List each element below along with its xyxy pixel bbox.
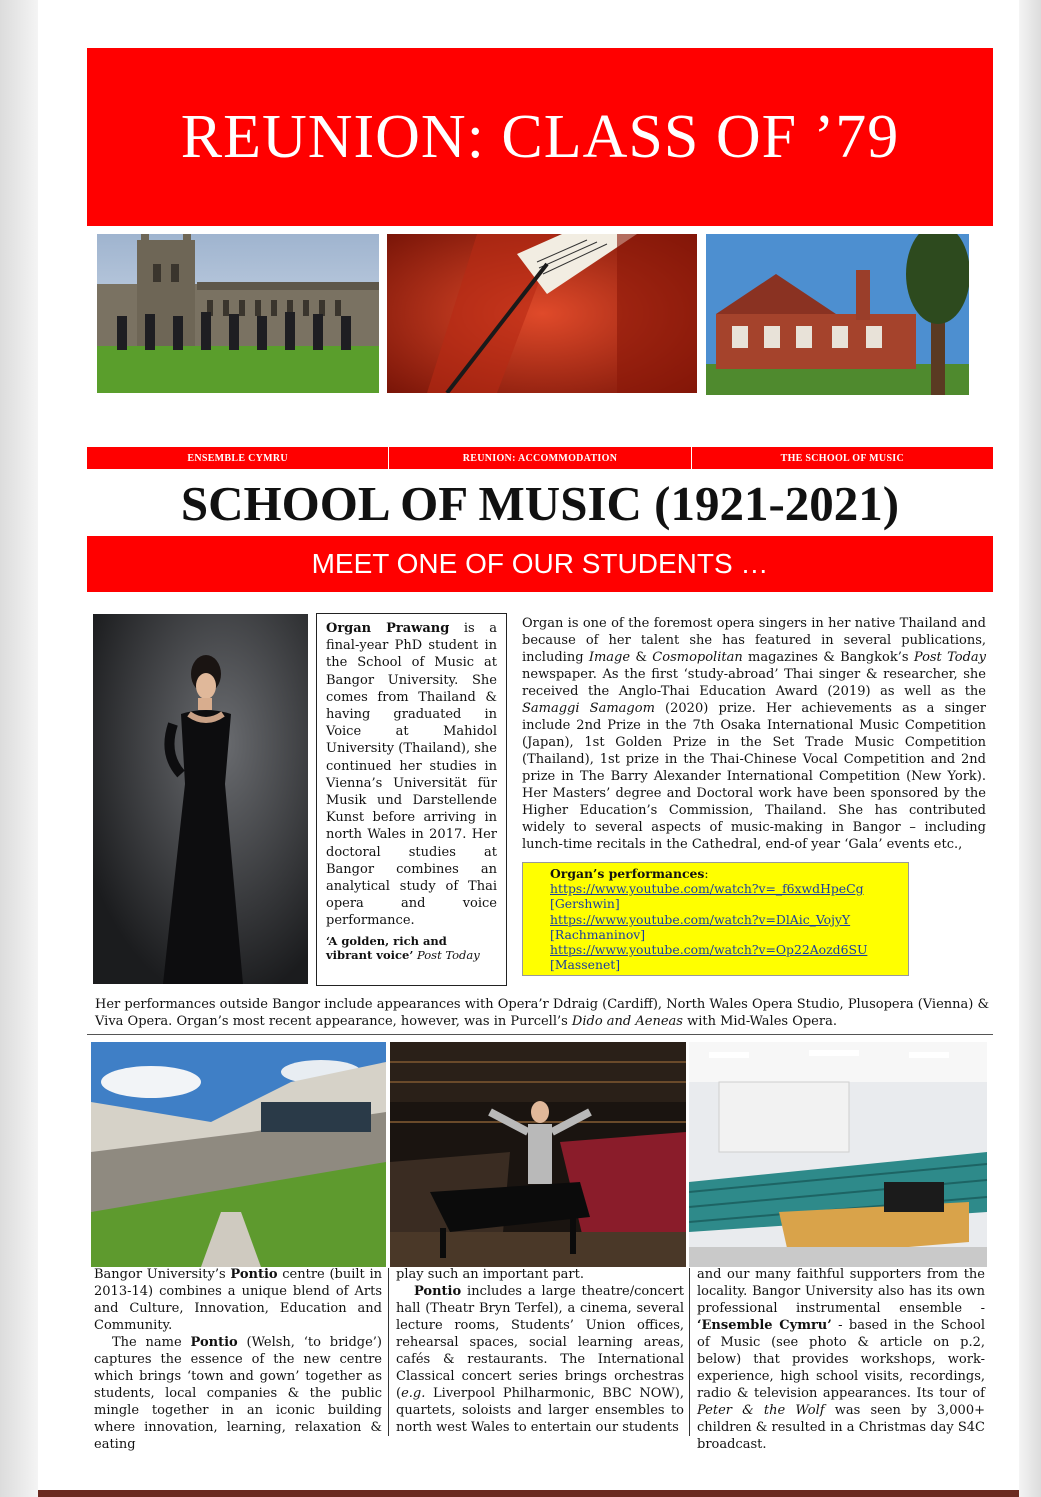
text-run: Pontio: [414, 1284, 462, 1299]
text-run: Dido and Aeneas: [571, 1014, 683, 1029]
nav-reunion-accommodation[interactable]: REUNION: ACCOMMODATION: [389, 447, 691, 469]
reunion-banner: [87, 48, 993, 226]
page-title: SCHOOL OF MUSIC (1921-2021): [180, 476, 900, 531]
student-name: Organ Prawang: [326, 621, 450, 636]
pontio-building-photo: [91, 1042, 386, 1267]
page-bottom-rule: [38, 1490, 1019, 1497]
text-run: Cosmopolitan: [652, 650, 743, 665]
performances-box: [522, 862, 909, 976]
text-run: &: [630, 650, 653, 665]
text-run: includes a large theatre/concert hall (Theatr Bryn Terfel), a cinema, several lecture rooms, Students’ Union offices, rehearsal spaces, social learning areas, cafés & restaurants. The International Classical concert series brings orchestras (: [396, 1284, 684, 1401]
section-divider: [87, 1034, 993, 1035]
performances-heading: [550, 866, 709, 881]
bio-text: is a final-year PhD student in the School of Music at Bangor University. She comes from Thailand & having graduated in Voice at Mahidol University (Thailand), she continued her studies in Vienna’s Universität für Musik und Darstellende Kunst before arriving in north Wales in 2017. Her doctoral studies at Bangor combines an analytical study of Thai opera and voice performance.: [326, 621, 497, 929]
text-run: - based in the School of Music (see photo & article on p.2, below) that provides workshops, work-experience, high school visits, recordings, radio & television appearances. Its tour of: [697, 1318, 985, 1401]
performance-label-gershwin: [Gershwin]: [550, 896, 620, 912]
text-run: (2020) prize. Her achievements as a singer include 2nd Prize in the 7th Osaka International Music Competition (Japan), 1st Golden Prize in the Set Trade Music Competition (Thailand), 1st prize in the Thai-Chinese Vocal Competition and 2nd prize in The Barry Alexander International Competition (New York). Her Masters’ degree and Doctoral work have been sponsored by the Higher Education’s Commission, Thailand. She has contributed widely to several aspects of music-making in Bangor – including lunch-time recitals in the Cathedral, end-of year ‘Gala’ events etc.,: [522, 701, 986, 852]
text-run: magazines & Bangkok’s: [742, 650, 914, 665]
text-run: ‘Ensemble Cymru’: [697, 1318, 832, 1333]
performance-link-gershwin[interactable]: https://www.youtube.com/watch?v=_f6xwdHpeCg: [550, 881, 864, 897]
nav-school-of-music[interactable]: THE SCHOOL OF MUSIC: [780, 452, 905, 464]
column-divider: [689, 1268, 690, 1436]
student-bio-box: [316, 613, 507, 986]
school-of-music-building-photo: [706, 234, 969, 395]
pontio-column-3: [697, 1266, 985, 1453]
performance-label-massenet: [Massenet]: [550, 957, 621, 973]
meet-students-banner: [87, 536, 993, 592]
pontio-article: [94, 1266, 991, 1452]
section-nav: [87, 447, 993, 469]
text-run: Liverpool Philharmonic, BBC NOW), quartets, soloists and larger ensembles to north west Wales to entertain our students: [396, 1386, 684, 1435]
paragraph: [94, 1334, 382, 1453]
text-run: e.g.: [401, 1386, 426, 1401]
text-run: Pontio: [230, 1267, 278, 1282]
text-run: (Welsh, ‘to bridge’) captures the essence of the new centre which brings ‘town and gown’ together as students, local companies & the public mingle together in an iconic building where innovation, learning, relaxation & eating: [94, 1335, 382, 1452]
bio-quote: [326, 934, 497, 962]
nav-ensemble-cymru[interactable]: ENSEMBLE CYMRU: [87, 447, 389, 469]
performance-link-massenet[interactable]: https://www.youtube.com/watch?v=Op22Aozd6SU: [550, 942, 868, 958]
quote-source: Post Today: [416, 947, 480, 962]
performance-label-rachmaninov: [Rachmaninov]: [550, 926, 646, 942]
sheet-music-photo: [387, 234, 697, 393]
text-run: and our many faithful supporters from the locality. Bangor University also has its own professional instrumental ensemble -: [697, 1267, 985, 1316]
pontio-column-1: [94, 1266, 382, 1453]
text-run: Pontio: [190, 1335, 238, 1350]
lecture-theatre-photo: [689, 1042, 987, 1267]
text-run: Organ is one of the foremost opera singers in her native Thailand and because of her talent she has featured in several publications, including: [522, 616, 986, 665]
performances-heading-text: Organ’s performances: [550, 866, 705, 881]
column-divider: [388, 1268, 389, 1436]
heading-colon: :: [704, 866, 709, 881]
page-margin-left: [0, 0, 38, 1497]
text-run: Image: [588, 650, 631, 665]
quote-text: ‘A golden, rich and vibrant voice’: [326, 933, 447, 962]
banner-title: REUNION: CLASS OF ’79: [180, 102, 900, 171]
text-run: Her performances outside Bangor include appearances with Opera’r Ddraig (Cardiff), North Wales Opera Studio, Plusopera (Vienna) & Viva Opera. Organ’s most recent appearance, however, was in Purcell’s: [95, 997, 990, 1029]
text-run: centre (built in 2013-14) combines a unique blend of Arts and Culture, Innovation, Education and Community.: [94, 1267, 382, 1333]
text-run: The name: [112, 1335, 191, 1350]
text-run: Peter & the Wolf: [697, 1403, 825, 1418]
text-run: was seen by 3,000+ children & resulted in a Christmas day S4C broadcast.: [697, 1403, 985, 1452]
text-run: Post Today: [913, 650, 987, 665]
text-run: with Mid-Wales Opera.: [682, 1014, 837, 1029]
text-run: Samaggi Samagom: [522, 701, 655, 716]
student-achievements-text: [522, 615, 986, 853]
pontio-column-2: [396, 1266, 684, 1436]
page-margin-right: [1019, 0, 1041, 1497]
text-run: Bangor University’s: [94, 1267, 231, 1282]
performances-summary-text: [95, 996, 990, 1030]
text-run: newspaper. As the first ‘study-abroad’ Thai singer & researcher, she received the Anglo-Thai Education Award (2019) as well as the: [522, 667, 986, 699]
bangor-university-building-photo: [97, 234, 379, 393]
paragraph: [396, 1283, 684, 1436]
subbanner-text: MEET ONE OF OUR STUDENTS …: [311, 548, 769, 579]
concert-hall-piano-photo: [390, 1042, 686, 1267]
singer-portrait-photo: [93, 614, 308, 984]
text-run: play such an important part.: [396, 1267, 584, 1282]
performance-link-rachmaninov[interactable]: https://www.youtube.com/watch?v=DlAic_VojyY: [550, 911, 851, 927]
